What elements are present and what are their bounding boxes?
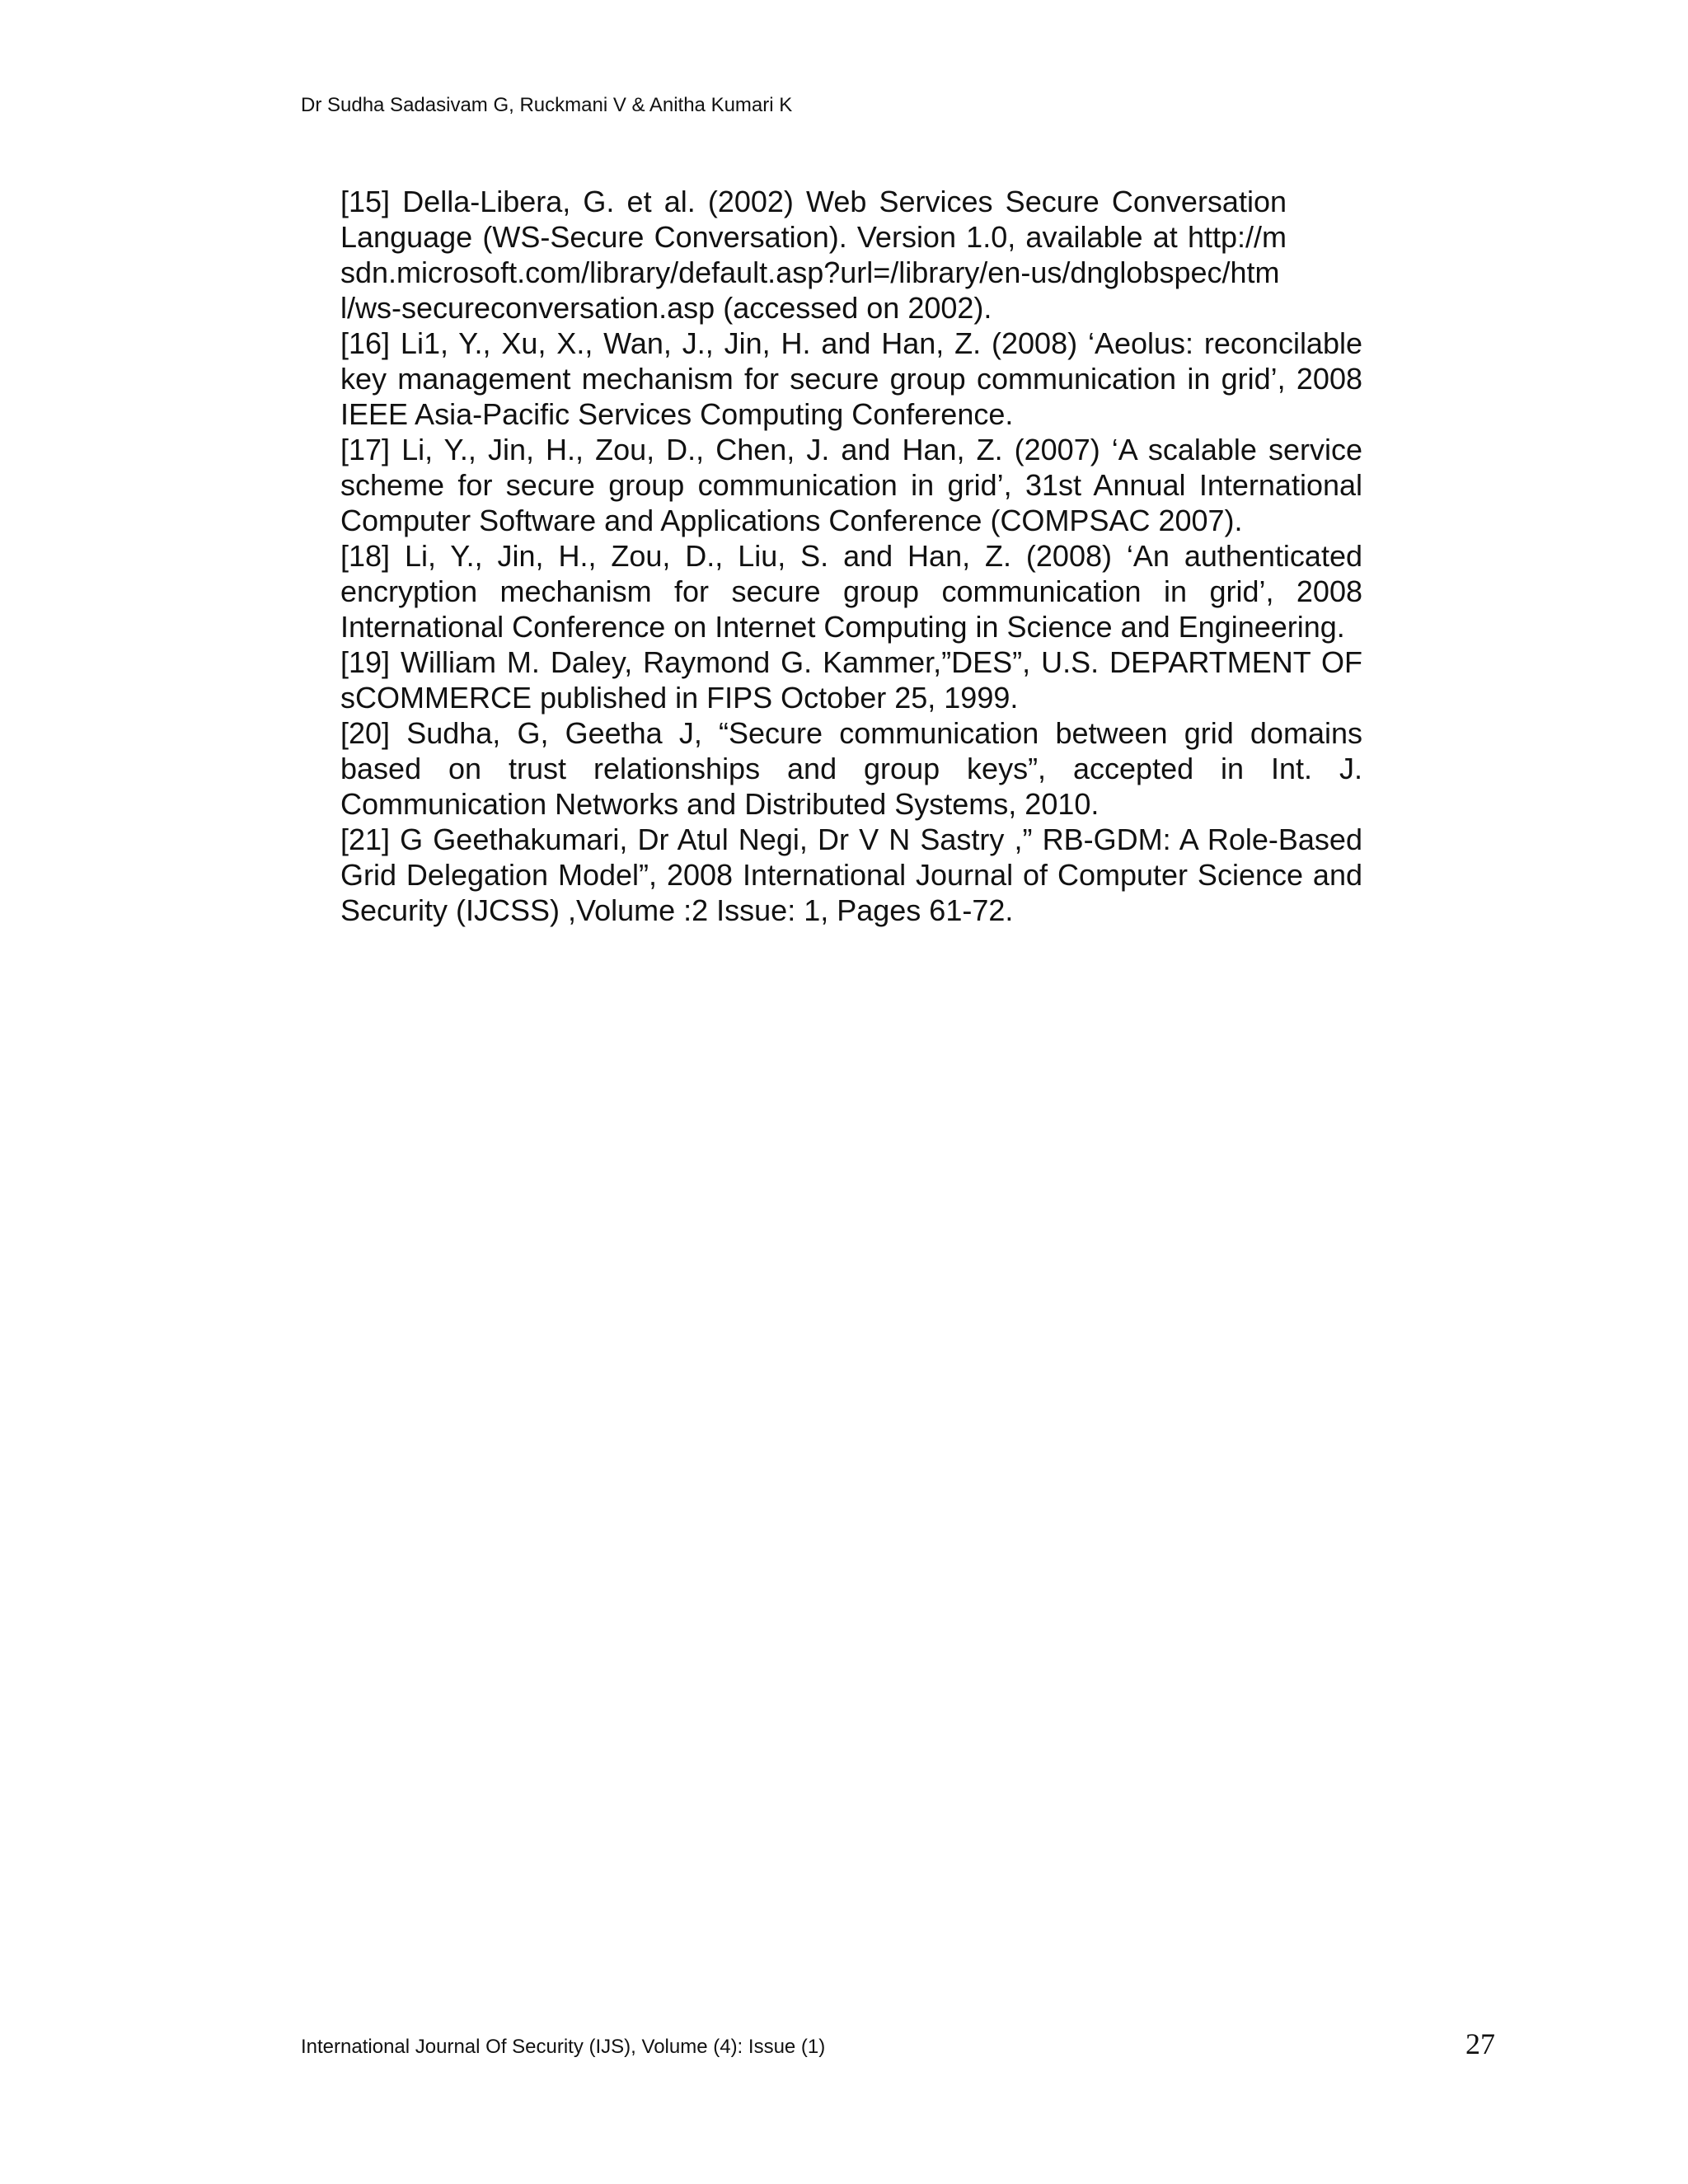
reference-number: [21] [340, 823, 391, 856]
reference-number: [20] [340, 716, 391, 750]
page-number: 27 [1465, 2027, 1495, 2060]
footer-journal-citation: International Journal Of Security (IJS), Volume (4): Issue (1) [301, 2036, 826, 2058]
reference-number: [16] [340, 326, 391, 360]
reference-text: G Geethakumari, Dr Atul Negi, Dr V N Sastry ,” RB-GDM: A Role-Based Grid Delegation Model”, 2008 International Journal of Computer Science and Security (IJCSS) ,Volume :2 Issue: 1, Pages 61-72. [340, 823, 1362, 927]
reference-21 [340, 822, 1362, 928]
running-header-authors: Dr Sudha Sadasivam G, Ruckmani V & Anitha Kumari K [301, 94, 793, 116]
reference-text: Della-Libera, G. et al. (2002) Web Services Secure Conversation Language (WS-Secure Conversation). Version 1.0, available at [340, 185, 1287, 254]
reference-15 [340, 184, 1287, 326]
reference-number: [19] [340, 645, 391, 679]
reference-19 [340, 644, 1362, 715]
reference-text-tail: (accessed on 2002). [715, 291, 992, 325]
reference-18 [340, 538, 1362, 644]
reference-text: Li, Y., Jin, H., Zou, D., Liu, S. and Han, Z. (2008) ‘An authenticated encryption mechanism for secure group communication in grid’, 2008 International Conference on Internet Computing in Science and Engineering. [340, 539, 1362, 644]
reference-text: Li, Y., Jin, H., Zou, D., Chen, J. and Han, Z. (2007) ‘A scalable service scheme for secure group communication in grid’, 31st Annual International Computer Software and Applications Conference (COMPSAC 2007). [340, 433, 1362, 537]
reference-17 [340, 432, 1362, 538]
reference-number: [18] [340, 539, 391, 573]
reference-number: [17] [340, 433, 391, 466]
reference-number: [15] [340, 185, 391, 218]
reference-text: William M. Daley, Raymond G. Kammer,”DES”, U.S. DEPARTMENT OF sCOMMERCE published in FIPS October 25, 1999. [340, 645, 1362, 715]
reference-text: Sudha, G, Geetha J, “Secure communication between grid domains based on trust relationships and group keys”, accepted in Int. J. Communication Networks and Distributed Systems, 2010. [340, 716, 1362, 821]
reference-20 [340, 715, 1362, 822]
reference-text: Li1, Y., Xu, X., Wan, J., Jin, H. and Han, Z. (2008) ‘Aeolus: reconcilable key management mechanism for secure group communication in grid’, 2008 IEEE Asia-Pacific Services Computing Conference. [340, 326, 1362, 431]
reference-16 [340, 326, 1362, 432]
reference-url: http://msdn.microsoft.com/library/default.asp?url=/library/en-us/dnglobspec/html/ws-secureconversation.asp [340, 220, 1287, 325]
reference-list [340, 184, 1362, 928]
